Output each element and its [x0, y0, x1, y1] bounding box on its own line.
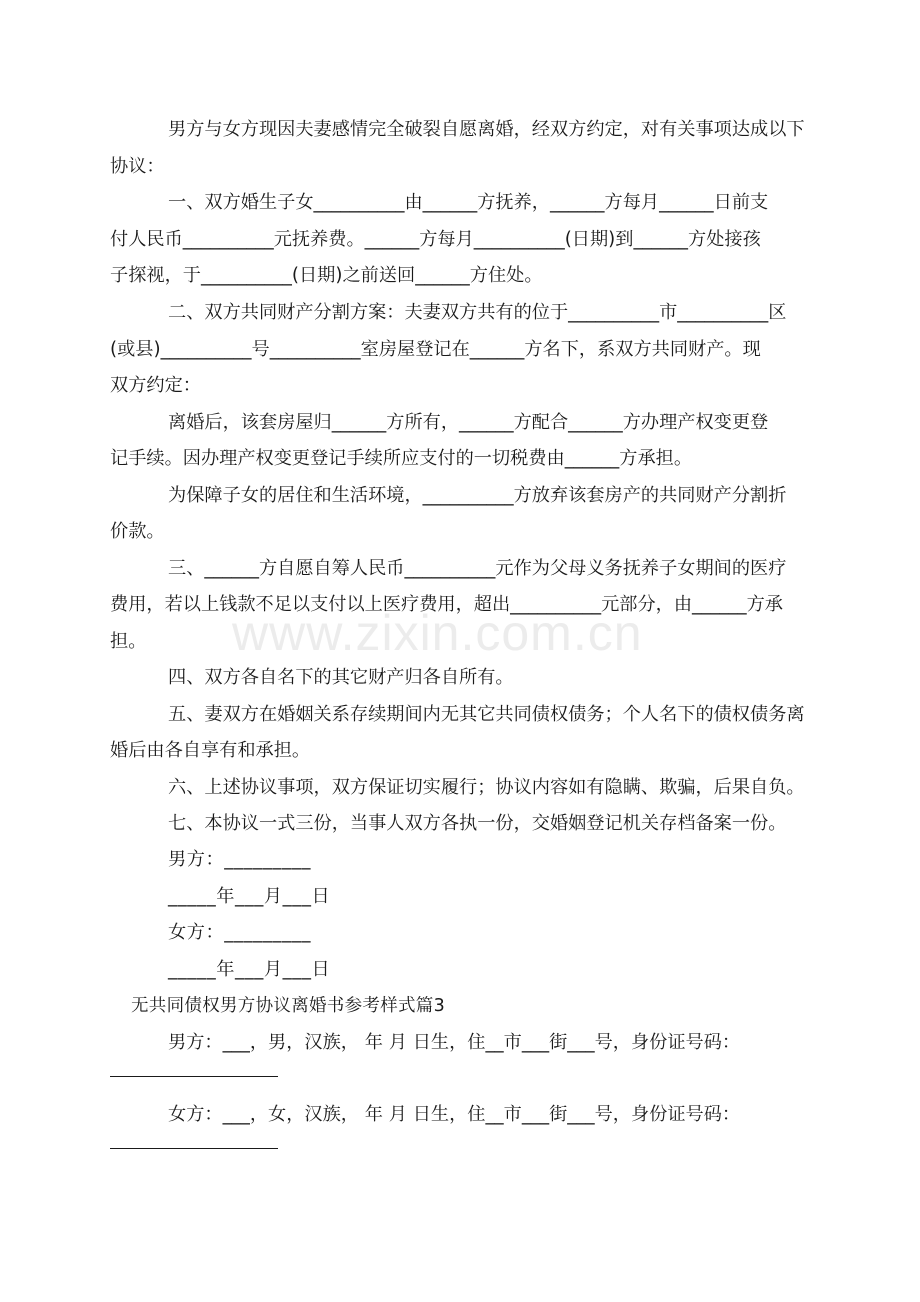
- paragraph-line: 婚后由各自享有和承担。: [110, 740, 311, 761]
- paragraph-line: 四、双方各自名下的其它财产归各自所有。: [168, 667, 514, 688]
- section-heading: 无共同债权男方协议离婚书参考样式篇3: [131, 996, 446, 1016]
- paragraph-line: 七、本协议一式三份，当事人双方各执一份，交婚姻登记机关存档备案一份。: [168, 813, 787, 834]
- paragraph-line: 担。: [110, 631, 147, 652]
- male-date-line: _____年___月___日: [168, 886, 331, 907]
- female-id-blank: [110, 1148, 278, 1149]
- paragraph-line: 协议：: [110, 156, 165, 177]
- male-signature-line: 男方：_________: [168, 849, 312, 870]
- paragraph-line: 三、______方自愿自筹人民币__________元作为父母义务抚养子女期间的医疗: [168, 558, 787, 579]
- paragraph-line: 一、双方婚生子女__________由______方抚养，______方每月______日前支: [168, 192, 769, 213]
- paragraph-line: 双方约定：: [110, 375, 201, 396]
- paragraph-line: 记手续。因办理产权变更登记手续所应支付的一切税费由______方承担。: [110, 448, 693, 469]
- female-info-line: 女方：___，女，汉族， 年 月 日生，住__市___街___号，身份证号码：: [168, 1104, 741, 1125]
- male-id-blank: [110, 1076, 278, 1077]
- paragraph-line: 费用，若以上钱款不足以支付以上医疗费用，超出__________元部分，由______方承: [110, 594, 783, 615]
- male-info-line: 男方：___，男，汉族， 年 月 日生，住__市___街___号，身份证号码：: [168, 1032, 741, 1053]
- paragraph-line: 男方与女方现因夫妻感情完全破裂自愿离婚，经双方约定，对有关事项达成以下: [168, 119, 805, 140]
- paragraph-line: 五、妻双方在婚姻关系存续期间内无其它共同债权债务；个人名下的债权债务离: [168, 704, 805, 725]
- paragraph-line: 付人民币__________元抚养费。______方每月__________(日期)到______方处接孩: [110, 229, 761, 250]
- paragraph-line: 六、上述协议事项，双方保证切实履行；协议内容如有隐瞒、欺骗，后果自负。: [168, 777, 805, 798]
- paragraph-line: 子探视，于__________(日期)之前送回______方住处。: [110, 265, 543, 286]
- paragraph-line: (或县)__________号__________室房屋登记在______方名下，系双方共同财产。现: [110, 339, 761, 360]
- paragraph-line: 为保障子女的居住和生活环境，__________方放弃该套房产的共同财产分割折: [168, 485, 787, 506]
- paragraph-line: 二、双方共同财产分割方案：夫妻双方共有的位于__________市__________区: [168, 302, 787, 323]
- paragraph-line: 离婚后，该套房屋归______方所有，______方配合______方办理产权变更登: [168, 412, 769, 433]
- paragraph-line: 价款。: [110, 521, 165, 542]
- female-signature-line: 女方：_________: [168, 922, 312, 943]
- female-date-line: _____年___月___日: [168, 959, 331, 980]
- watermark: www.zixin.com.cn: [232, 605, 643, 661]
